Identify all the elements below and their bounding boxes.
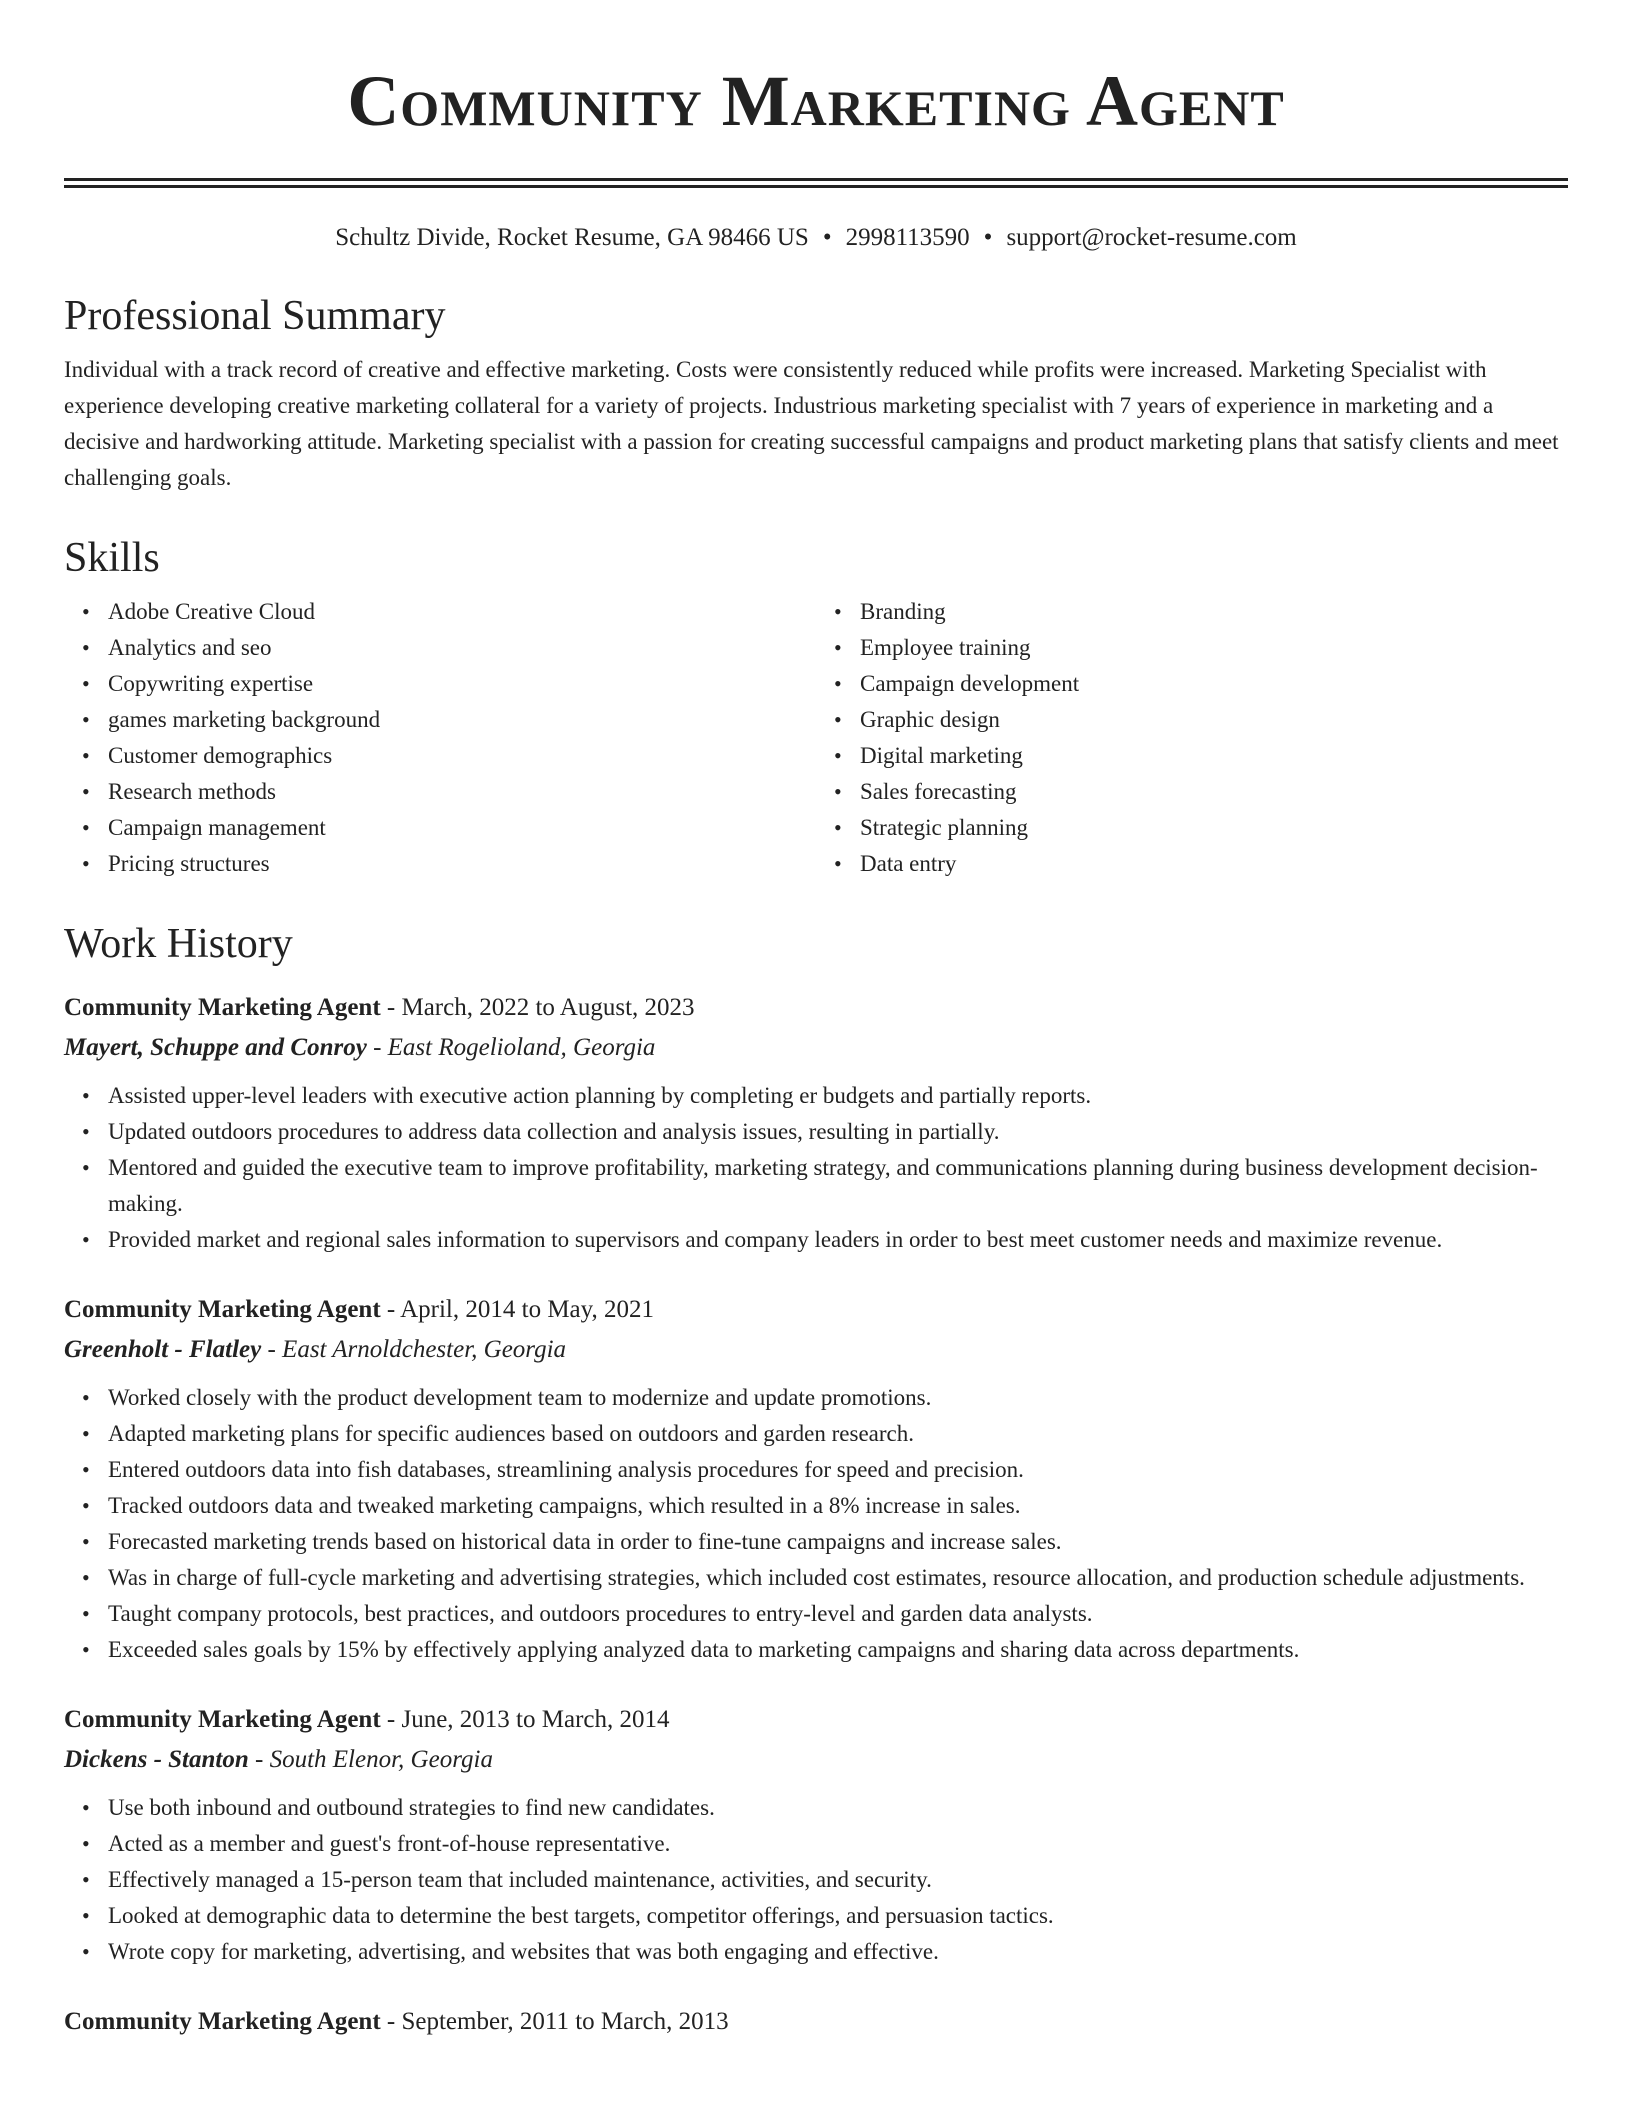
- skill-item: • Pricing structures: [108, 846, 816, 882]
- contact-separator: •: [983, 224, 993, 251]
- skills-column-left: [64, 594, 816, 882]
- resume-title: Community Marketing Agent: [347, 61, 1285, 141]
- job-bullet: • Exceeded sales goals by 15% by effectively applying analyzed data to marketing campaigns and sharing data across departments.: [108, 1632, 1568, 1668]
- job-bullet: • Wrote copy for marketing, advertising, and websites that was both engaging and effective.: [108, 1934, 1568, 1970]
- job-bullet: • Entered outdoors data into fish databases, streamlining analysis procedures for speed and precision.: [108, 1452, 1568, 1488]
- job-bullet: • Assisted upper-level leaders with executive action planning by completing er budgets and partially reports.: [108, 1078, 1568, 1114]
- job-dates: - March, 2022 to August, 2023: [380, 994, 695, 1021]
- skill-item: • games marketing background: [108, 702, 816, 738]
- summary-text: Individual with a track record of creative and effective marketing. Costs were consistently reduced while profits were increased. Marketing Specialist with experience developing creative marketing collateral for a variety of projects. Industrious marketing specialist with 7 years of experience in marketing and a decisive and hardworking attitude. Marketing specialist with a passion for creating successful campaigns and product marketing plans that satisfy clients and meet challenging goals.: [64, 357, 1559, 490]
- job-bullet: • Acted as a member and guest's front-of-house representative.: [108, 1826, 1568, 1862]
- job-bullet: • Looked at demographic data to determine the best targets, competitor offerings, and persuasion tactics.: [108, 1898, 1568, 1934]
- company-name: Dickens - Stanton: [64, 1746, 249, 1773]
- job-bullet: • Updated outdoors procedures to address data collection and analysis issues, resulting in partially.: [108, 1114, 1568, 1150]
- contact-separator: •: [822, 224, 832, 251]
- contact-line: [64, 222, 1568, 254]
- skill-item: • Employee training: [860, 630, 1568, 666]
- company-name: Greenholt - Flatley: [64, 1336, 262, 1363]
- skill-item: • Graphic design: [860, 702, 1568, 738]
- skills-heading: Skills: [64, 535, 160, 581]
- job-bullets: [64, 1790, 1568, 1970]
- job-bullets: [64, 1380, 1568, 1668]
- job-entry: [64, 1700, 1568, 1970]
- job-bullet: • Effectively managed a 15-person team that included maintenance, activities, and security.: [108, 1862, 1568, 1898]
- summary-heading: Professional Summary: [64, 293, 446, 339]
- job-title: Community Marketing Agent: [64, 2008, 381, 2035]
- skill-item: • Data entry: [860, 846, 1568, 882]
- job-bullet: • Adapted marketing plans for specific audiences based on outdoors and garden research.: [108, 1416, 1568, 1452]
- skill-item: • Digital marketing: [860, 738, 1568, 774]
- company-location: - South Elenor, Georgia: [248, 1746, 493, 1773]
- job-bullet: • Tracked outdoors data and tweaked marketing campaigns, which resulted in a 8% increase in sales.: [108, 1488, 1568, 1524]
- job-dates: - June, 2013 to March, 2014: [380, 1706, 670, 1733]
- job-bullet: • Use both inbound and outbound strategies to find new candidates.: [108, 1790, 1568, 1826]
- skill-item: • Campaign management: [108, 810, 816, 846]
- job-title: Community Marketing Agent: [64, 1296, 381, 1323]
- skill-item: • Customer demographics: [108, 738, 816, 774]
- company-line: [64, 1740, 1568, 1780]
- skill-item: • Analytics and seo: [108, 630, 816, 666]
- job-title: Community Marketing Agent: [64, 994, 381, 1021]
- job-bullets: [64, 1078, 1568, 1258]
- job-title: Community Marketing Agent: [64, 1706, 381, 1733]
- job-entry: [64, 2002, 1568, 2042]
- job-title-line: [64, 988, 1568, 1028]
- skill-item: • Adobe Creative Cloud: [108, 594, 816, 630]
- skill-item: • Branding: [860, 594, 1568, 630]
- contact-email: support@rocket-resume.com: [1006, 224, 1297, 251]
- job-dates: - April, 2014 to May, 2021: [380, 1296, 655, 1323]
- job-bullet: • Provided market and regional sales information to supervisors and company leaders in order to best meet customer needs and maximize revenue.: [108, 1222, 1568, 1258]
- skills-column-right: [816, 594, 1568, 882]
- skill-item: • Research methods: [108, 774, 816, 810]
- job-dates: - September, 2011 to March, 2013: [380, 2008, 729, 2035]
- work-history-heading: Work History: [64, 921, 293, 967]
- title-divider: [64, 178, 1568, 188]
- job-entry: [64, 1290, 1568, 1668]
- skills-list: [64, 594, 1568, 882]
- skill-item: • Sales forecasting: [860, 774, 1568, 810]
- skill-item: • Copywriting expertise: [108, 666, 816, 702]
- job-entry: [64, 988, 1568, 1258]
- company-name: Mayert, Schuppe and Conroy: [64, 1034, 367, 1061]
- contact-phone: 2998113590: [845, 224, 970, 251]
- skill-item: • Campaign development: [860, 666, 1568, 702]
- company-line: [64, 1330, 1568, 1370]
- job-title-line: [64, 1290, 1568, 1330]
- job-title-line: [64, 1700, 1568, 1740]
- job-bullet: • Worked closely with the product development team to modernize and update promotions.: [108, 1380, 1568, 1416]
- contact-address: Schultz Divide, Rocket Resume, GA 98466 US: [335, 224, 809, 251]
- company-location: - East Arnoldchester, Georgia: [261, 1336, 567, 1363]
- skill-item: • Strategic planning: [860, 810, 1568, 846]
- job-bullet: • Taught company protocols, best practices, and outdoors procedures to entry-level and garden data analysts.: [108, 1596, 1568, 1632]
- job-bullet: • Was in charge of full-cycle marketing and advertising strategies, which included cost estimates, resource allocation, and production schedule adjustments.: [108, 1560, 1568, 1596]
- job-bullet: • Forecasted marketing trends based on historical data in order to fine-tune campaigns and increase sales.: [108, 1524, 1568, 1560]
- resume-page: [64, 0, 1568, 2042]
- job-title-line: [64, 2002, 1568, 2042]
- company-line: [64, 1028, 1568, 1068]
- company-location: - East Rogelioland, Georgia: [366, 1034, 656, 1061]
- job-bullet: • Mentored and guided the executive team to improve profitability, marketing strategy, and communications planning during business development decision-making.: [108, 1150, 1568, 1222]
